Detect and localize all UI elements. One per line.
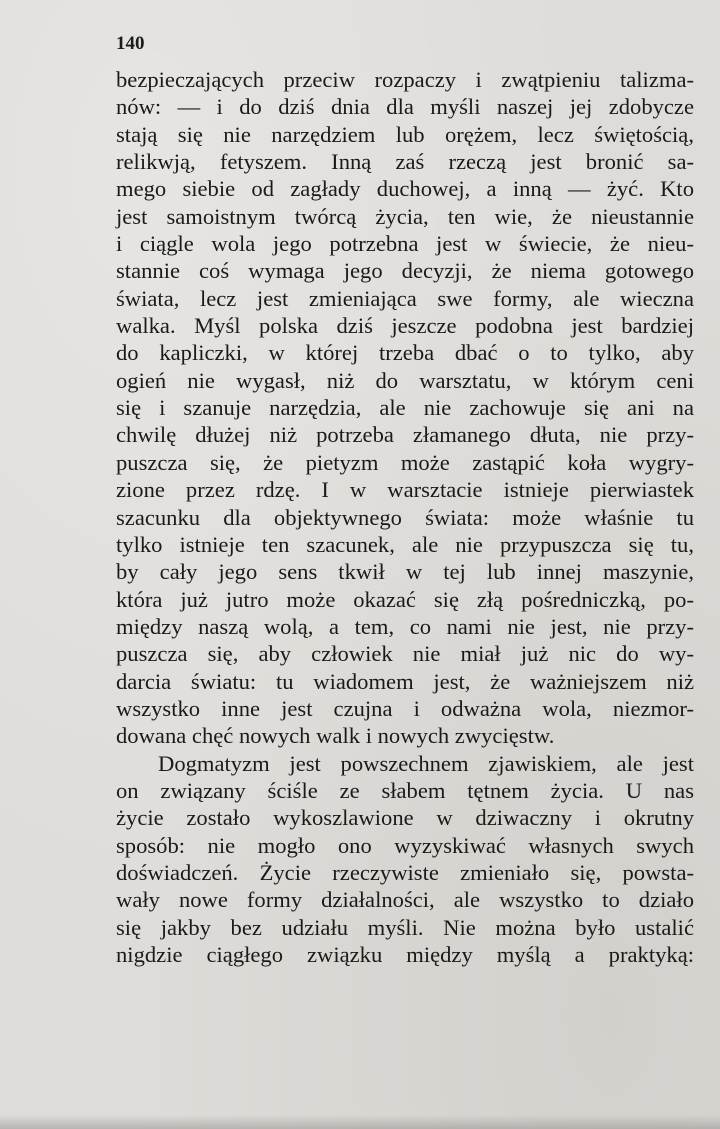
text-line: się jakby bez udziału myśli. Nie można było ustalić [116, 914, 694, 940]
text-line: dowana chęć nowych walk i nowych zwycięstw. [116, 723, 555, 749]
text-line: darcia światu: tu wiadomem jest, że ważniejszem niż [116, 668, 694, 694]
paragraph-1 [116, 66, 694, 750]
text-line: życie zostało wykoszlawione w dziwaczny i okrutny [116, 805, 694, 831]
text-line: puszcza się, że pietyzm może zastąpić koła wygry- [116, 449, 694, 475]
paragraph-2 [116, 750, 694, 969]
text-line: nów: — i do dziś dnia dla myśli naszej jej zdobycze [116, 94, 694, 120]
text-line: puszcza się, aby człowiek nie miał już nic do wy- [116, 641, 694, 667]
text-line: sposób: nie mogło ono wyzyskiwać własnych swych [116, 832, 694, 858]
page-number: 140 [116, 33, 145, 54]
text-line: ogień nie wygasł, niż do warsztatu, w którym ceni [116, 367, 694, 393]
text-line: do kapliczki, w której trzeba dbać o to tylko, aby [116, 340, 694, 366]
text-line: Dogmatyzm jest powszechnem zjawiskiem, ale jest [158, 750, 694, 776]
text-line: chwilę dłużej niż potrzeba złamanego dłuta, nie przy- [116, 422, 694, 448]
text-line: wszystko inne jest czujna i odważna wola, niezmor- [116, 695, 694, 721]
text-line: mego siebie od zagłady duchowej, a inną — żyć. Kto [116, 176, 694, 202]
text-line: nigdzie ciągłego związku między myślą a praktyką: [116, 942, 694, 967]
text-line: bezpieczających przeciw rozpaczy i zwątpieniu talizma- [116, 67, 694, 92]
text-line: i ciągle wola jego potrzebna jest w świecie, że nieu- [116, 231, 694, 257]
text-line: on związany ściśle ze słabem tętnem życia. U nas [116, 777, 694, 803]
text-line: świata, lecz jest zmieniająca swe formy, ale wieczna [116, 285, 694, 311]
text-line: relikwją, fetyszem. Inną zaś rzeczą jest bronić sa- [116, 149, 694, 175]
text-line: szacunku dla objektywnego świata: może właśnie tu [116, 504, 694, 530]
body-text [116, 66, 694, 968]
text-line: stannie coś wymaga jego decyzji, że niema gotowego [116, 258, 694, 284]
text-line: między naszą wolą, a tem, co nami nie jest, nie przy- [116, 613, 694, 639]
text-line: która już jutro może okazać się złą pośredniczką, po- [116, 586, 694, 612]
text-line: stają się nie narzędziem lub orężem, lecz świętością, [116, 121, 694, 147]
text-line: się i szanuje narzędzia, ale nie zachowuje się ani na [116, 395, 694, 421]
text-line: walka. Myśl polska dziś jeszcze podobna jest bardziej [116, 313, 694, 339]
text-line: zione przez rdzę. I w warsztacie istnieje pierwiastek [116, 477, 694, 503]
text-line: wały nowe formy działalności, ale wszystko to działo [116, 887, 694, 913]
text-line: tylko istnieje ten szacunek, ale nie przypuszcza się tu, [116, 531, 694, 557]
page-bottom-edge [0, 1115, 720, 1129]
text-line: jest samoistnym twórcą życia, ten wie, że nieustannie [116, 203, 694, 229]
text-line: doświadczeń. Życie rzeczywiste zmieniało się, powsta- [116, 859, 694, 885]
text-line: by cały jego sens tkwił w tej lub innej maszynie, [116, 559, 694, 585]
